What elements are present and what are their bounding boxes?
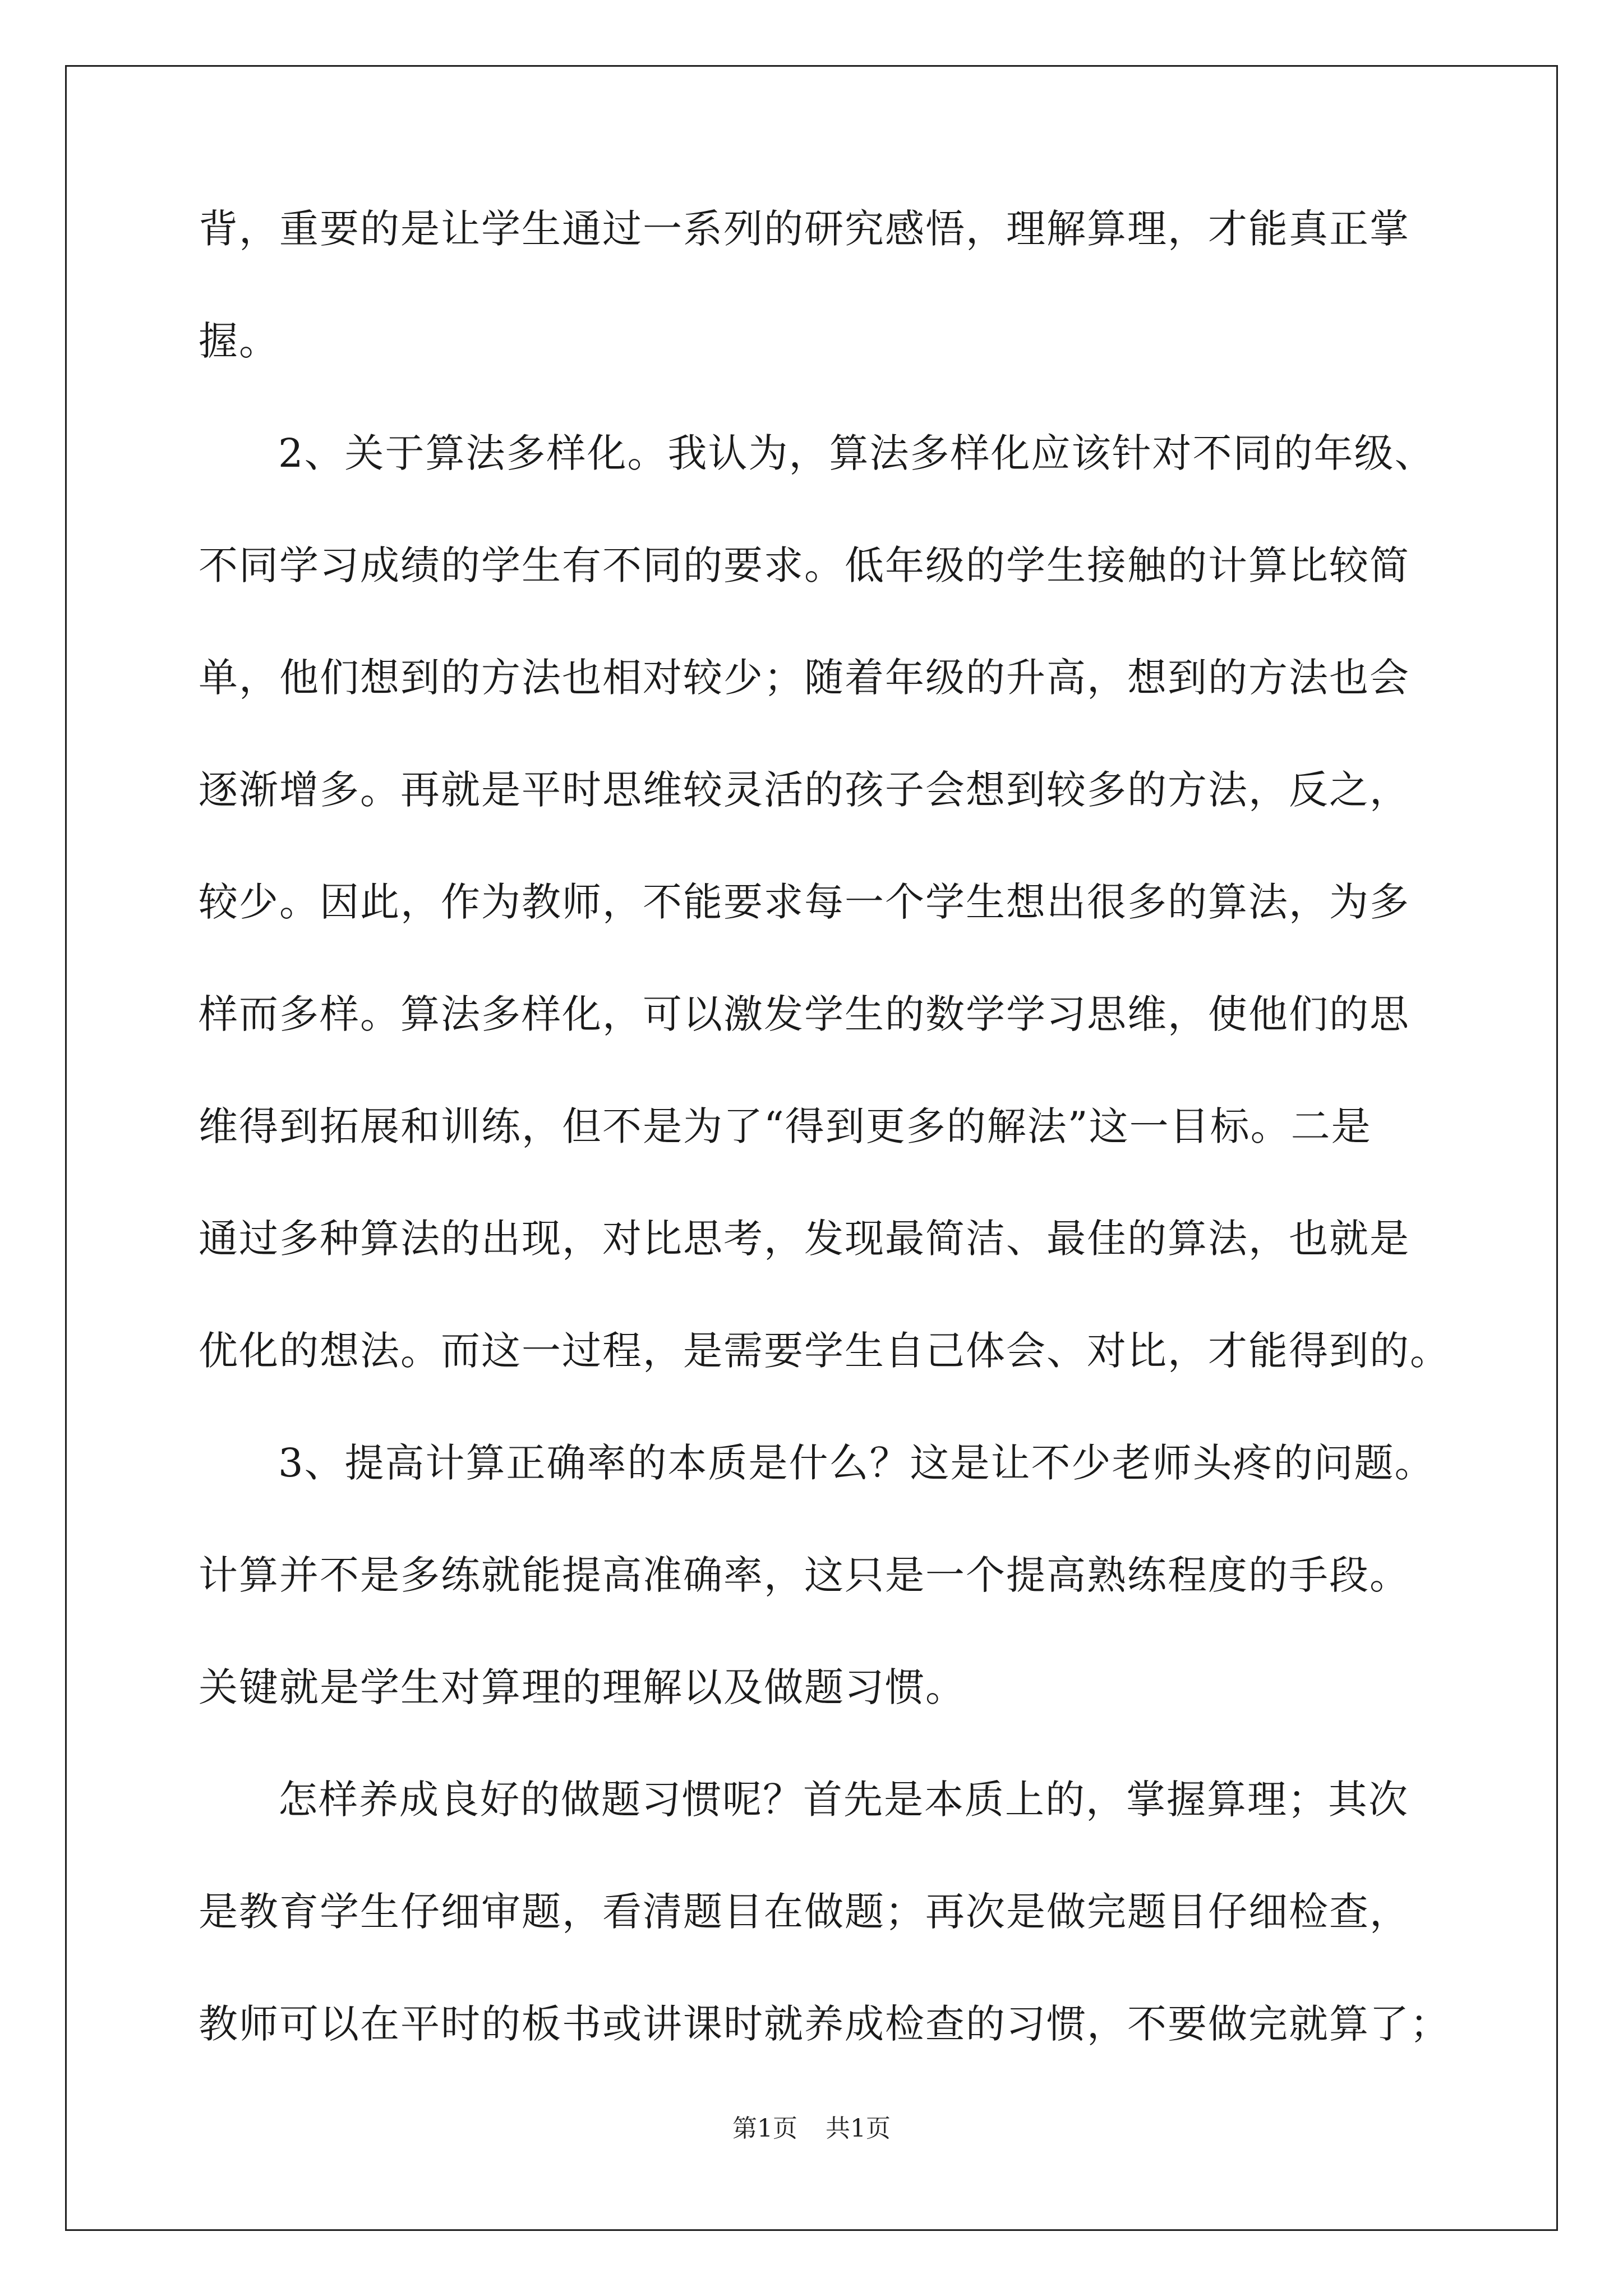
text-line: 不同学习成绩的学生有不同的要求。低年级的学生接触的计算比较简 — [199, 542, 1410, 588]
text-line: 逐渐增多。再就是平时思维较灵活的孩子会想到较多的方法，反之， — [199, 767, 1410, 813]
paragraph-start-line: 3、提高计算正确率的本质是什么？这是让不少老师头疼的问题。 — [278, 1440, 1435, 1486]
page-footer — [0, 2112, 1623, 2146]
text-line: 样而多样。算法多样化，可以激发学生的数学学习思维，使他们的思 — [199, 991, 1410, 1037]
text-line: 背，重要的是让学生通过一系列的研究感悟，理解算理，才能真正掌 — [199, 206, 1410, 252]
text-line: 通过多种算法的出现，对比思考，发现最简洁、最佳的算法，也就是 — [199, 1216, 1410, 1262]
page-number-current: 第1页 — [732, 2114, 797, 2143]
text-line: 教师可以在平时的板书或讲课时就养成检查的习惯，不要做完就算了； — [199, 2001, 1450, 2047]
text-line: 是教育学生仔细审题，看清题目在做题；再次是做完题目仔细检查， — [199, 1889, 1410, 1935]
text-line: 单，他们想到的方法也相对较少；随着年级的升高，想到的方法也会 — [199, 655, 1410, 701]
text-line: 优化的想法。而这一过程，是需要学生自己体会、对比，才能得到的。 — [199, 1328, 1450, 1374]
paragraph-start-line: 2、关于算法多样化。我认为，算法多样化应该针对不同的年级、 — [278, 430, 1435, 476]
text-line: 关键就是学生对算理的理解以及做题习惯。 — [199, 1664, 966, 1710]
text-line: 计算并不是多练就能提高准确率，这只是一个提高熟练程度的手段。 — [199, 1552, 1410, 1598]
page-number-total: 共1页 — [826, 2114, 891, 2143]
text-line: 较少。因此，作为教师，不能要求每一个学生想出很多的算法，为多 — [199, 879, 1410, 925]
text-line: 握。 — [199, 318, 279, 364]
text-line: 维得到拓展和训练，但不是为了“得到更多的解法”这一目标。二是 — [199, 1103, 1372, 1149]
paragraph-start-line: 怎样养成良好的做题习惯呢？首先是本质上的，掌握算理；其次 — [278, 1777, 1409, 1823]
